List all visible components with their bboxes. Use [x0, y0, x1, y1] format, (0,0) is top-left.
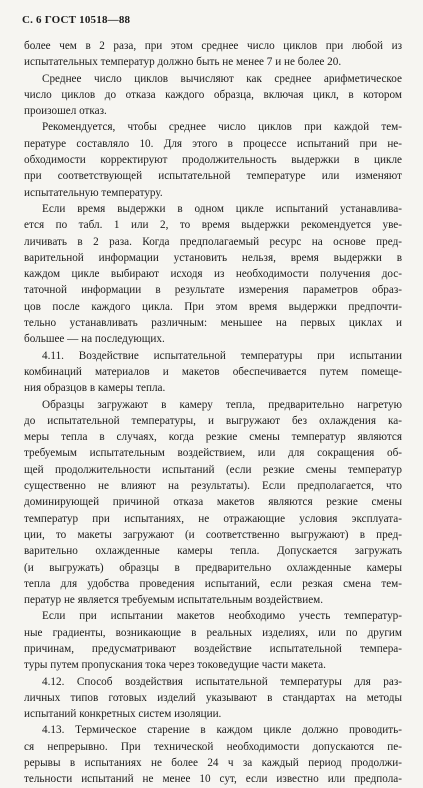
text-line: тельности испытаний не менее 10 сут, если известно или предпола- — [24, 773, 402, 786]
text-line: тепла для удобства проведения испытаний, если резкая смена тем- — [24, 577, 402, 590]
text-line: температур при испытаниях, не отражающие условия эксплуата- — [24, 512, 402, 525]
text-line: причинам, предусматривают воздействие испытательной темпера- — [24, 642, 402, 655]
page-header: С. 6 ГОСТ 10518—88 — [22, 14, 131, 26]
text-line: существенно не влияют на результаты). Если предполагается, что — [24, 480, 402, 493]
text-line: личивать в 2 раза. Когда предполагаемый ресурс на основе пред- — [24, 235, 402, 248]
text-line: меры тепла в случаях, когда резкие смены температур являются — [24, 431, 402, 444]
text-line: 4.13. Термическое старение в каждом цикле должно проводить- — [42, 724, 402, 737]
text-line: комбинаций материалов и макетов обеспечивается путем помеще- — [24, 365, 402, 378]
text-line: испытаний конкретных систем изоляции. — [24, 708, 222, 721]
text-line: Среднее число циклов вычисляют как среднее арифметическое — [42, 72, 402, 85]
text-line: тельно устанавливать различным: меньшее на первых циклах и — [24, 317, 402, 330]
text-line: при соответствующей испытательной температуре или изменяют — [24, 170, 402, 183]
text-line: рерывы в испытаниях не более 24 ч за каждый период продолжи- — [24, 757, 402, 770]
text-line: ния образцов в камеры тепла. — [24, 382, 166, 395]
text-line: пературе составляло 10. Для этого в процессе испытаний при не- — [24, 137, 402, 150]
text-line: щей продолжительности испытаний (если резкие смены температур — [24, 463, 402, 476]
text-line: Если при испытании макетов необходимо учесть температур- — [42, 610, 402, 623]
text-line: варительно охлажденные камеры тепла. Допускается загружать — [24, 545, 402, 558]
text-line: Рекомендуется, чтобы среднее число циклов при каждой тем- — [42, 121, 402, 134]
text-line: обходимости корректируют продолжительность выдержки в цикле — [24, 154, 402, 167]
text-line: доминирующей причиной отказа макетов являются резкие смены — [24, 496, 402, 509]
text-line: 4.11. Воздействие испытательной температуры при испытании — [42, 349, 402, 362]
text-line: ции, то макеты загружают (и соответственно выгружают) в пред- — [24, 528, 402, 541]
text-line: более чем в 2 раза, при этом среднее число циклов при любой из — [24, 40, 402, 52]
text-line: туры путем пропускания тока через токоведущие части макета. — [24, 659, 326, 672]
text-line: число циклов до отказа каждого образца, включая цикл, в котором — [24, 88, 402, 101]
text-line: (и выгружать) образцы в предварительно охлажденные камеры — [24, 561, 402, 574]
text-line: личных типов готовых изделий указывают в стандартах на методы — [24, 691, 402, 704]
text-line: таточной информации в результате измерения параметров образ- — [24, 284, 402, 297]
text-line: требуемым испытательным воздействием, или для сокращения об- — [24, 447, 402, 460]
text-line: каждом цикле выбирают исходя из необходимости получения дос- — [24, 268, 402, 281]
text-line: Образцы загружают в камеру тепла, предварительно нагретую — [42, 398, 402, 411]
text-line: большее — на последующих. — [24, 333, 165, 346]
body-text — [24, 38, 402, 788]
text-line: испытательную температуру. — [24, 186, 163, 199]
text-line: ператур не является требуемым испытательным воздействием. — [24, 594, 324, 607]
text-line: испытательных температур должно быть не менее 7 и не более 20. — [24, 56, 342, 69]
text-line: варительной информации установить нельзя, время выдержки в — [24, 251, 402, 264]
text-line: ся непрерывно. При технической необходимости допускаются пе- — [24, 740, 402, 753]
text-line: Если время выдержки в одном цикле испытаний устанавлива- — [42, 202, 402, 215]
text-line: ные градиенты, возникающие в реальных изделиях, или по другим — [24, 626, 402, 639]
text-line: до испытательной температуры, и выгружают без охлаждения ка- — [24, 414, 402, 427]
text-line: цов после каждого цикла. При этом время выдержки предпочти- — [24, 300, 402, 313]
text-line: произошел отказ. — [24, 105, 107, 118]
text-line: 4.12. Способ воздействия испытательной температуры для раз- — [42, 675, 402, 688]
text-line: ется по табл. 1 или 2, то время выдержки рекомендуется уве- — [24, 219, 402, 232]
